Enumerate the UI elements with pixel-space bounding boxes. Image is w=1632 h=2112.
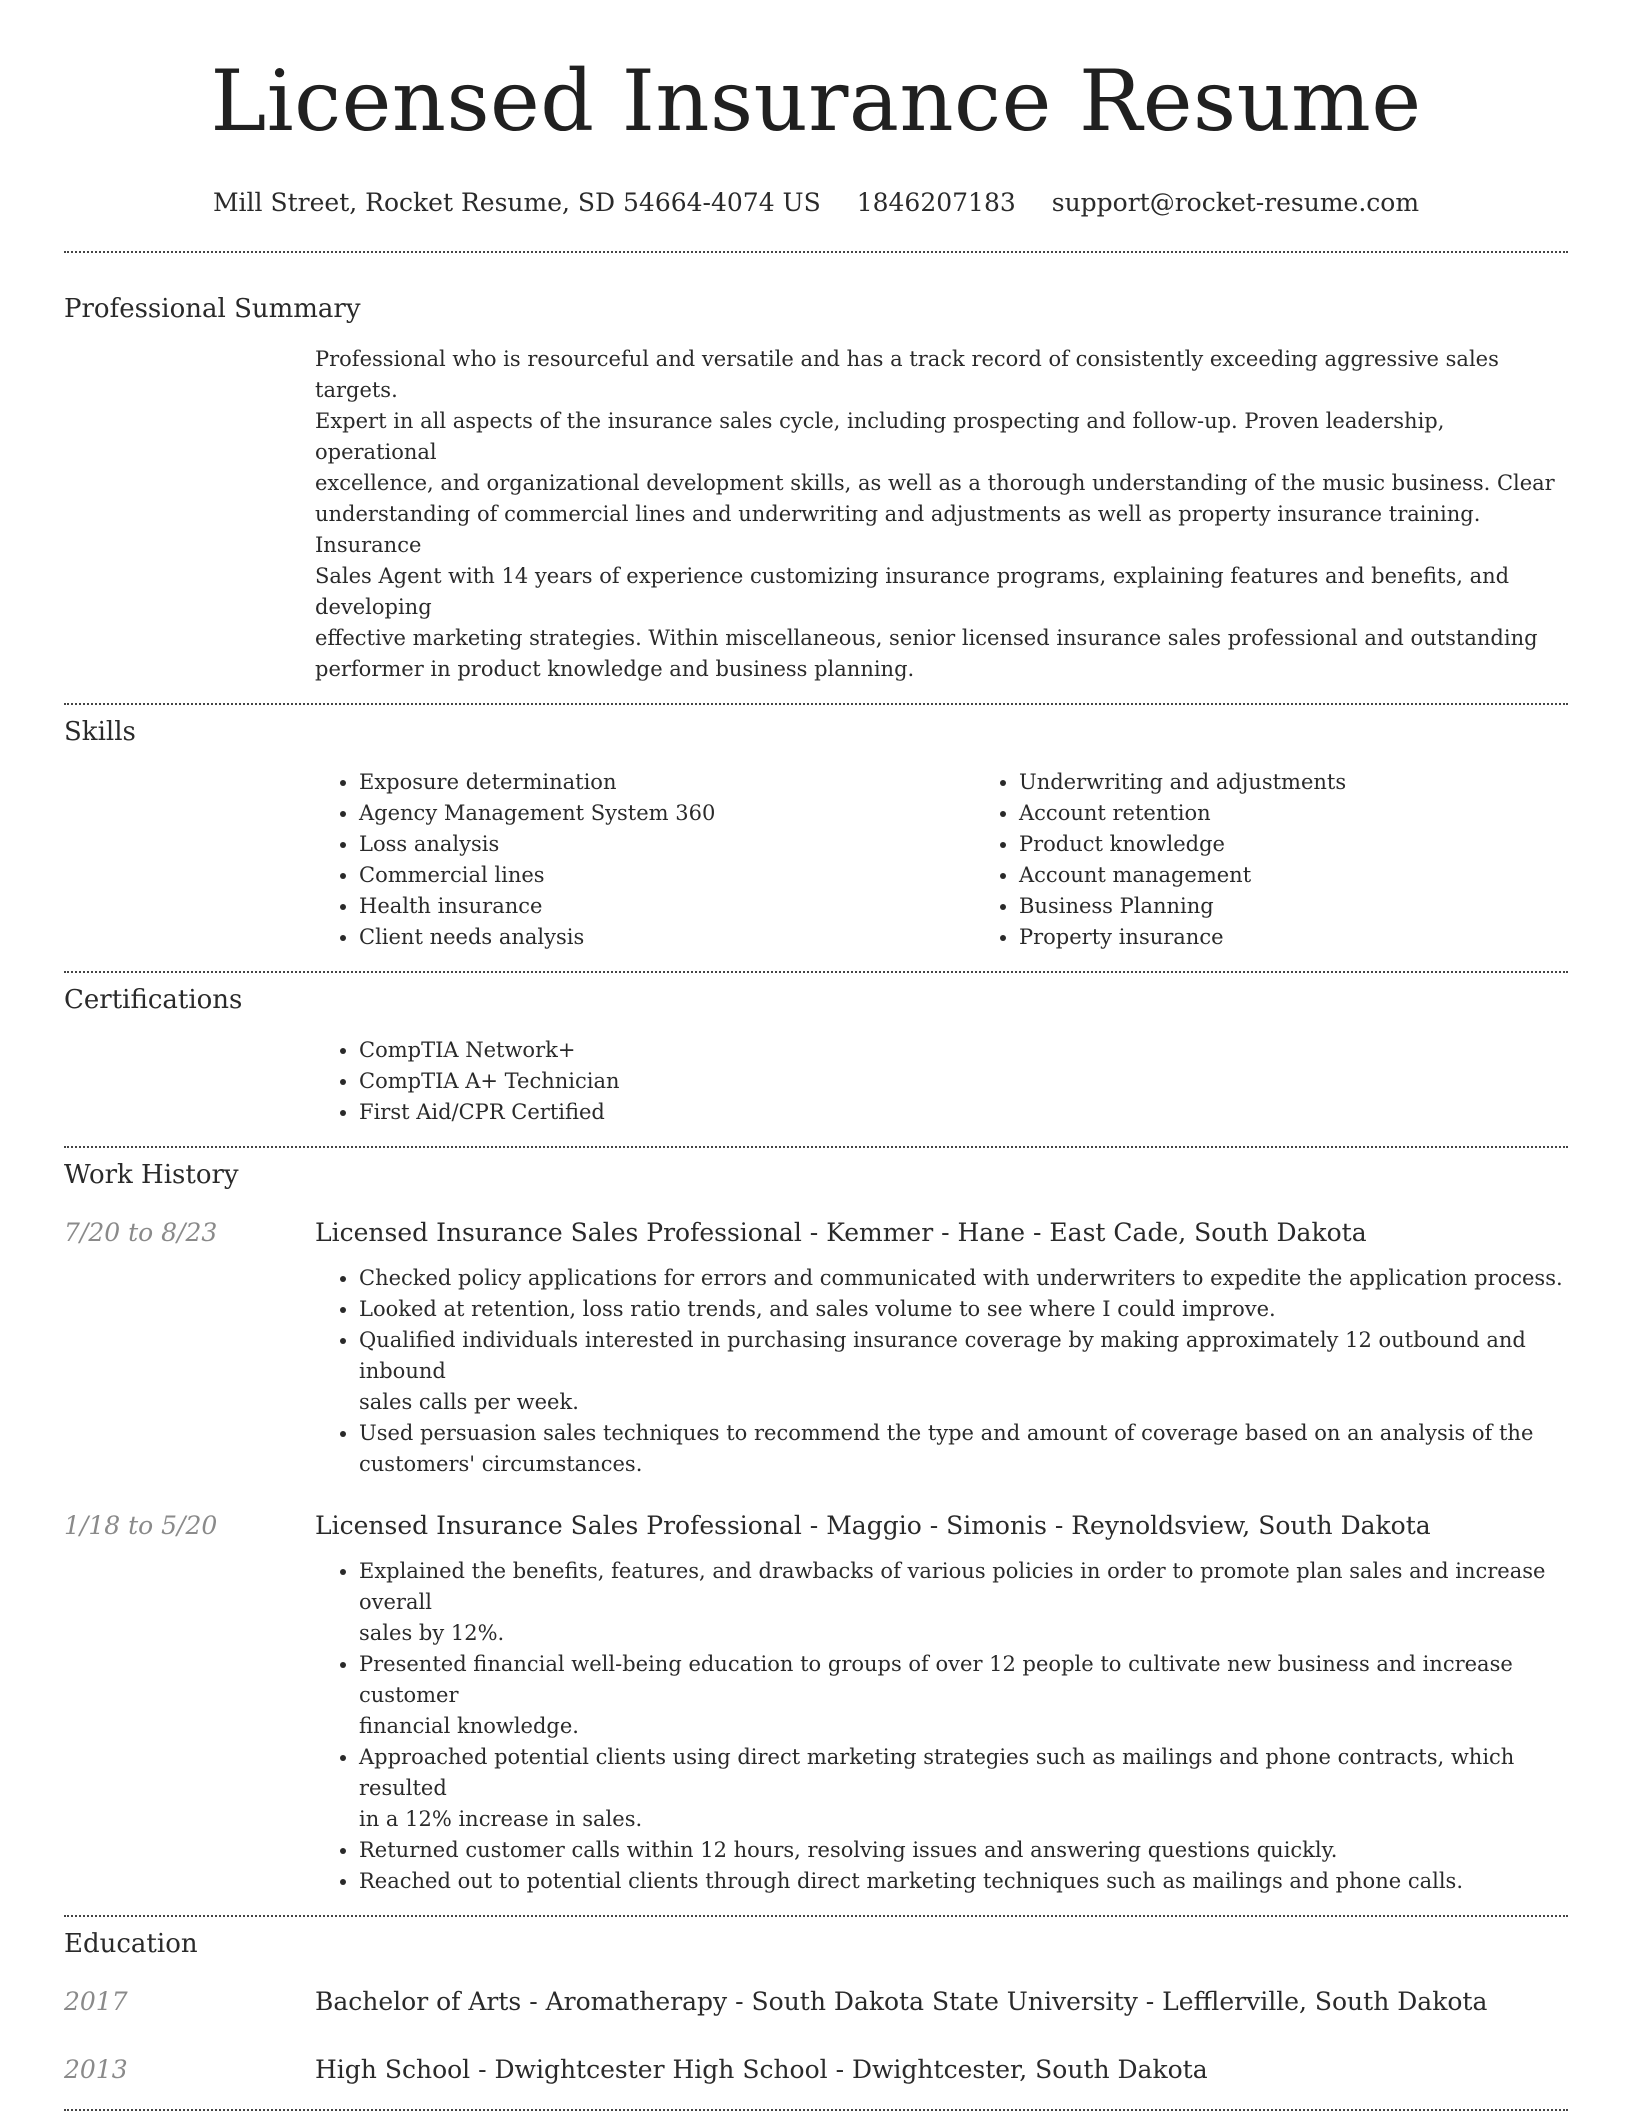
summary-heading: Professional Summary bbox=[64, 294, 361, 324]
education-title: High School - Dwightcester High School - Dwightcester, South Dakota bbox=[315, 2055, 1208, 2084]
divider bbox=[64, 1915, 1568, 1917]
skill-item: • Underwriting and adjustments bbox=[1019, 767, 1632, 798]
job-bullets bbox=[315, 1556, 1568, 1897]
job-bullet: • Reached out to potential clients through direct marketing techniques such as mailings and phone calls. bbox=[359, 1866, 1568, 1897]
divider bbox=[64, 1146, 1568, 1148]
job-bullets bbox=[315, 1263, 1568, 1480]
skill-item: • Commercial lines bbox=[359, 860, 975, 891]
skills-heading: Skills bbox=[64, 717, 136, 747]
skill-item: • Account management bbox=[1019, 860, 1632, 891]
work-history-section bbox=[64, 1158, 1568, 1897]
summary-line: Expert in all aspects of the insurance sales cycle, including prospecting and follow-up. Proven leadership, operational bbox=[315, 409, 1445, 464]
certifications-list bbox=[315, 1035, 1568, 1128]
skill-item: • Agency Management System 360 bbox=[359, 798, 975, 829]
job-bullet: • Presented financial well-being education to groups of over 12 people to cultivate new business and increase customer financial knowledge. bbox=[359, 1649, 1568, 1742]
education-date: 2013 bbox=[64, 2055, 128, 2084]
certifications-section bbox=[64, 983, 1568, 1128]
job-title: Licensed Insurance Sales Professional - Kemmer - Hane - East Cade, South Dakota bbox=[315, 1218, 1367, 1247]
job-bullet: • Returned customer calls within 12 hours, resolving issues and answering questions quickly. bbox=[359, 1835, 1568, 1866]
contact-phone: 1846207183 bbox=[856, 188, 1016, 217]
education-entry bbox=[64, 2053, 1568, 2087]
job-bullet: • Explained the benefits, features, and drawbacks of various policies in order to promote plan sales and increase overall sales by 12%. bbox=[359, 1556, 1568, 1649]
job-bullet: • Used persuasion sales techniques to recommend the type and amount of coverage based on an analysis of the customers' circumstances. bbox=[359, 1418, 1568, 1480]
certifications-heading: Certifications bbox=[64, 985, 243, 1015]
contact-line bbox=[64, 186, 1568, 220]
contact-email: support@rocket-resume.com bbox=[1051, 188, 1420, 217]
job-entry bbox=[64, 1216, 1568, 1480]
job-entry bbox=[64, 1509, 1568, 1897]
job-date: 7/20 to 8/23 bbox=[64, 1218, 218, 1247]
certification-item: • First Aid/CPR Certified bbox=[359, 1097, 1568, 1128]
job-title: Licensed Insurance Sales Professional - Maggio - Simonis - Reynoldsview, South Dakota bbox=[315, 1511, 1431, 1540]
contact-address: Mill Street, Rocket Resume, SD 54664-4074 US bbox=[212, 188, 821, 217]
education-entry bbox=[64, 1985, 1568, 2019]
skill-item: • Account retention bbox=[1019, 798, 1632, 829]
skill-item: • Business Planning bbox=[1019, 891, 1632, 922]
education-section bbox=[64, 1927, 1568, 2087]
divider bbox=[64, 703, 1568, 705]
resume-title: Licensed Insurance Resume bbox=[210, 52, 1422, 150]
job-date: 1/18 to 5/20 bbox=[64, 1511, 218, 1540]
certification-item: • CompTIA A+ Technician bbox=[359, 1066, 1568, 1097]
divider bbox=[64, 251, 1568, 253]
education-heading: Education bbox=[64, 1929, 198, 1959]
job-bullet: • Checked policy applications for errors and communicated with underwriters to expedite the application process. bbox=[359, 1263, 1568, 1294]
education-title: Bachelor of Arts - Aromatherapy - South Dakota State University - Lefflerville, South Dakota bbox=[315, 1987, 1488, 2016]
skills-section bbox=[64, 715, 1568, 953]
summary-line: effective marketing strategies. Within miscellaneous, senior licensed insurance sales professional and outstanding bbox=[315, 626, 1538, 650]
skill-item: • Property insurance bbox=[1019, 922, 1632, 953]
certification-item: • CompTIA Network+ bbox=[359, 1035, 1568, 1066]
summary-line: performer in product knowledge and business planning. bbox=[315, 657, 915, 681]
skills-list-right bbox=[975, 767, 1632, 953]
summary-line: understanding of commercial lines and underwriting and adjustments as well as property insurance training. Insurance bbox=[315, 502, 1481, 557]
summary-line: Sales Agent with 14 years of experience customizing insurance programs, explaining features and benefits, and developing bbox=[315, 564, 1510, 619]
summary-line: Professional who is resourceful and versatile and has a track record of consistently exceeding aggressive sales targets. bbox=[315, 347, 1499, 402]
education-date: 2017 bbox=[64, 1987, 128, 2016]
skill-item: • Client needs analysis bbox=[359, 922, 975, 953]
skill-item: • Exposure determination bbox=[359, 767, 975, 798]
job-bullet: • Looked at retention, loss ratio trends, and sales volume to see where I could improve. bbox=[359, 1294, 1568, 1325]
summary-text bbox=[315, 344, 1568, 685]
skills-list-left bbox=[315, 767, 975, 953]
divider bbox=[64, 971, 1568, 973]
skill-item: • Loss analysis bbox=[359, 829, 975, 860]
divider bbox=[64, 2109, 1568, 2111]
summary-line: excellence, and organizational development skills, as well as a thorough understanding of the music business. Clear bbox=[315, 471, 1555, 495]
summary-section bbox=[64, 292, 1568, 685]
skill-item: • Health insurance bbox=[359, 891, 975, 922]
job-bullet: • Qualified individuals interested in purchasing insurance coverage by making approximately 12 outbound and inbound sales calls per week. bbox=[359, 1325, 1568, 1418]
skill-item: • Product knowledge bbox=[1019, 829, 1632, 860]
job-bullet: • Approached potential clients using direct marketing strategies such as mailings and phone contracts, which resulted in a 12% increase in sales. bbox=[359, 1742, 1568, 1835]
work-history-heading: Work History bbox=[64, 1160, 239, 1190]
skills-grid bbox=[315, 767, 1568, 953]
